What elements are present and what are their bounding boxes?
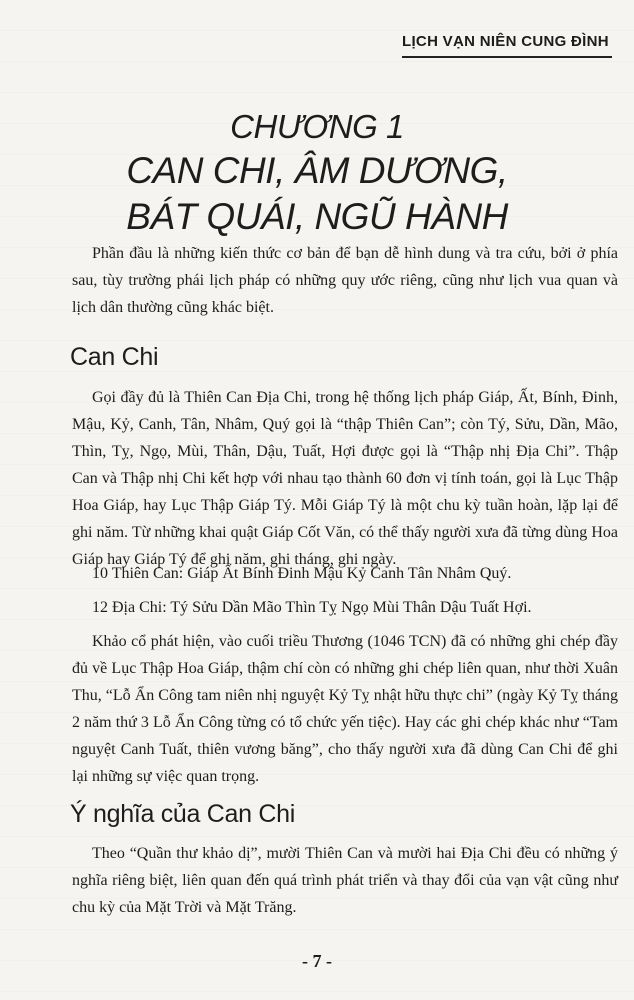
running-header: LỊCH VẠN NIÊN CUNG ĐÌNH <box>402 33 609 50</box>
chapter-title-line-1: CAN CHI, ÂM DƯƠNG, <box>126 150 508 191</box>
chapter-number: CHƯƠNG 1 <box>230 108 404 145</box>
intro-paragraph: Phần đầu là những kiến thức cơ bản để bạn dễ hình dung và tra cứu, bởi ở phía sau, tùy trường phái lịch pháp có những quy ước riêng, cũng như lịch vua quan và lịch dân thường cũng khác biệt. <box>72 245 618 316</box>
chapter-title-line-2: BÁT QUÁI, NGŨ HÀNH <box>126 196 508 237</box>
y-nghia-paragraph: Theo “Quần thư khảo dị”, mười Thiên Can và mười hai Địa Chi đều có những ý nghĩa riêng biệt, liên quan đến quá trình phát triển và thay đổi của vạn vật cũng như chu kỳ của Mặt Trời và Mặt Trăng. <box>72 845 618 916</box>
dia-chi-list: 12 Địa Chi: Tý Sửu Dần Mão Thìn Tỵ Ngọ Mùi Thân Dậu Tuất Hợi. <box>92 599 532 616</box>
can-chi-paragraph-2: Khảo cổ phát hiện, vào cuối triều Thương (1046 TCN) đã có những ghi chép đầy đủ về Lục Thập Hoa Giáp, thậm chí còn có những ghi chép liên quan, như thời Xuân Thu, “Lỗ Ẩn Công tam niên nhị nguyệt Kỷ Tỵ nhật hữu thực chi” (ngày Kỷ Tỵ tháng 2 năm thứ 3 Lỗ Ẩn Công từng có tổ chức yến tiệc). Hay các ghi chép khác như “Tam nguyệt Canh Tuất, thiên vương băng”, cho thấy người xưa đã dùng Can Chi để ghi lại những sự việc quan trọng. <box>72 633 618 785</box>
section-heading-y-nghia: Ý nghĩa của Can Chi <box>70 800 296 828</box>
header-rule <box>402 56 612 58</box>
section-heading-can-chi: Can Chi <box>70 343 159 371</box>
thien-can-list: 10 Thiên Can: Giáp Ất Bính Đinh Mậu Kỷ Canh Tân Nhâm Quý. <box>92 565 512 582</box>
page-number: - 7 - <box>302 951 332 971</box>
can-chi-paragraph-1: Gọi đầy đủ là Thiên Can Địa Chi, trong hệ thống lịch pháp Giáp, Ất, Bính, Đinh, Mậu, Kỷ, Canh, Tân, Nhâm, Quý gọi là “thập Thiên Can”; còn Tý, Sửu, Dần, Mão, Thìn, Tỵ, Ngọ, Mùi, Thân, Dậu, Tuất, Hợi được gọi là “Thập nhị Địa Chi”. Thập Can và Thập nhị Chi kết hợp với nhau tạo thành 60 đơn vị tính toán, gọi là Lục Thập Hoa Giáp, hay Lục Thập Giáp Tý. Mỗi Giáp Tý là một chu kỳ tuần hoàn, lặp lại để ghi năm. Từ những khai quật Giáp Cốt Văn, có thể thấy người xưa đã từng dùng Hoa Giáp hay Giáp Tý để ghi năm, ghi tháng, ghi ngày. <box>72 389 618 568</box>
